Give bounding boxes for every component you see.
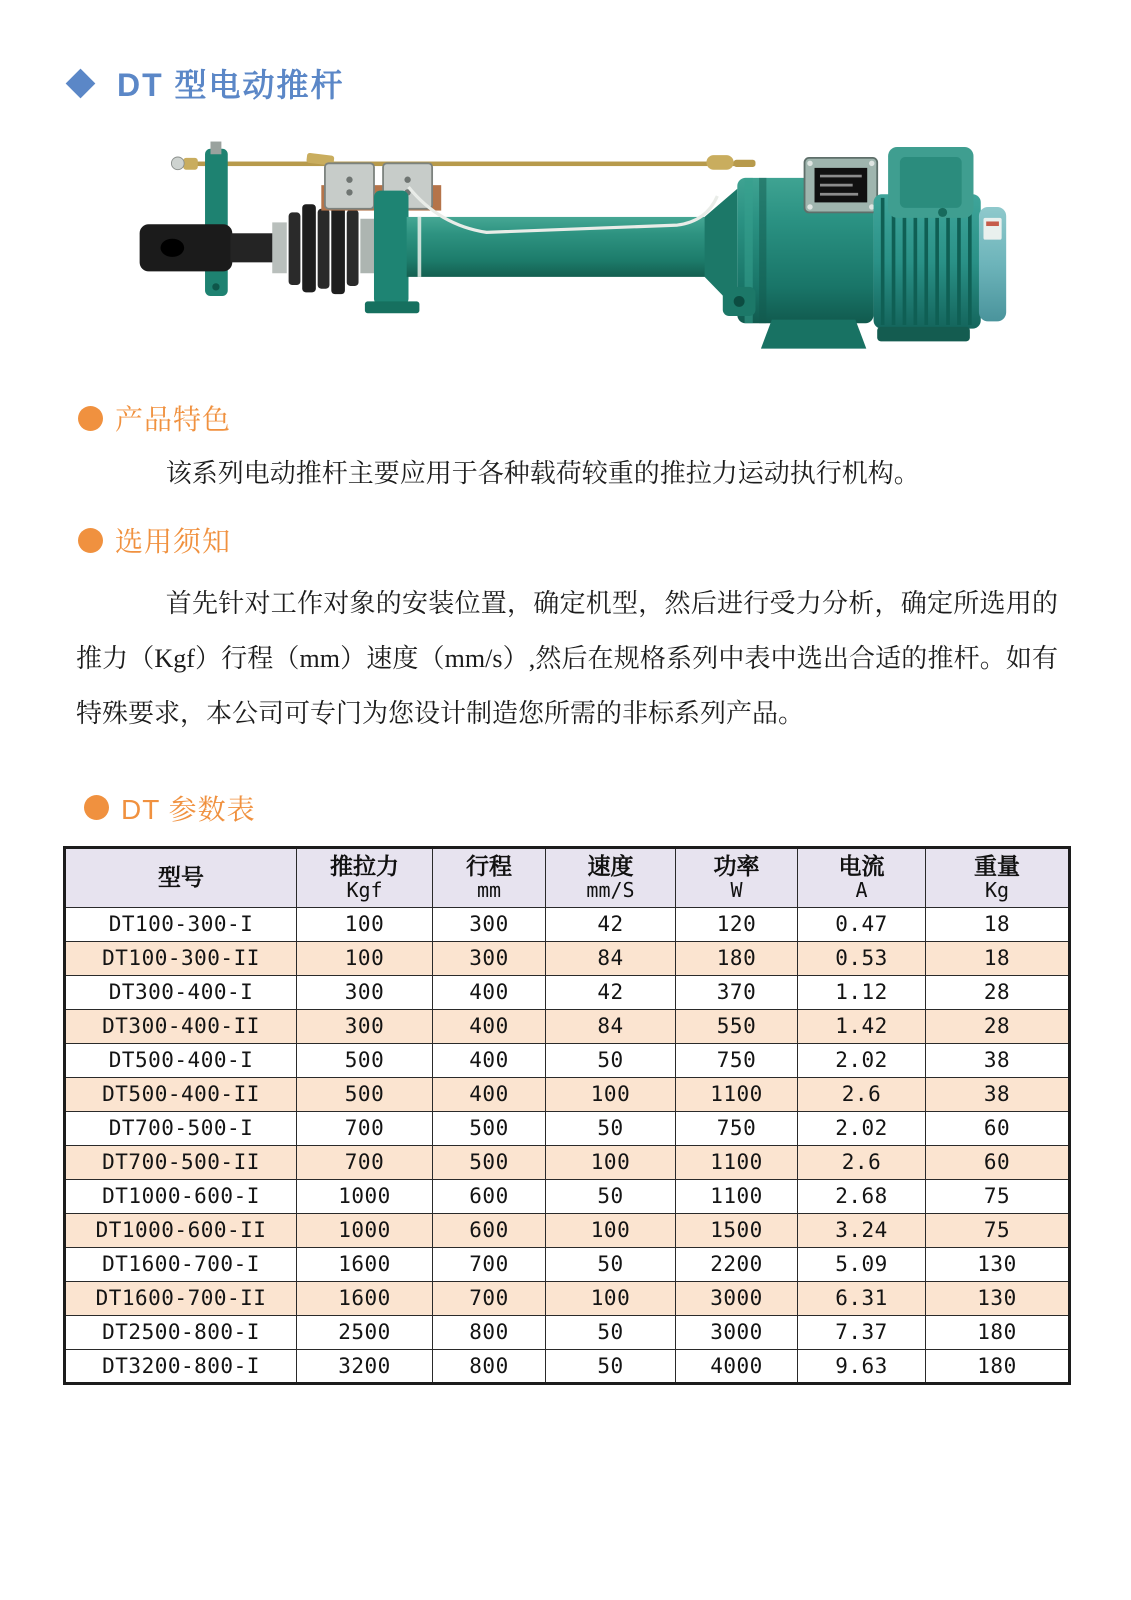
cell-stroke: 500 [433,1111,546,1145]
col-header-speed-label: 速度 [587,852,634,879]
cell-speed: 100 [546,1077,676,1111]
cell-weight: 18 [926,941,1070,975]
spec-table-body [65,907,1070,1383]
cell-model: DT700-500-I [65,1111,297,1145]
cell-power: 550 [676,1009,798,1043]
table-row [65,1315,1070,1349]
cell-weight: 38 [926,1043,1070,1077]
spec-table [63,846,1071,1385]
col-header-weight-label: 重量 [974,852,1020,879]
section-heading-features [78,398,1131,438]
table-row [65,1009,1070,1043]
cell-weight: 75 [926,1179,1070,1213]
cell-current: 7.37 [798,1315,926,1349]
nameplate [805,158,878,213]
diamond-bullet-icon [66,68,96,98]
cell-weight: 75 [926,1213,1070,1247]
cell-speed: 50 [546,1179,676,1213]
cell-speed: 50 [546,1247,676,1281]
table-row [65,907,1070,941]
cell-weight: 28 [926,975,1070,1009]
cell-force: 300 [297,1009,433,1043]
col-header-power-label: 功率 [713,852,760,879]
cell-power: 750 [676,1111,798,1145]
cell-weight: 60 [926,1145,1070,1179]
section-heading-params [84,788,1131,828]
table-row [65,1077,1070,1111]
table-row [65,1043,1070,1077]
cell-model: DT1000-600-I [65,1179,297,1213]
cell-weight: 180 [926,1315,1070,1349]
brass-rod [171,153,755,170]
cell-model: DT100-300-II [65,941,297,975]
motor [874,147,1007,341]
cell-force: 2500 [297,1315,433,1349]
table-row [65,1247,1070,1281]
col-header-speed [546,847,676,907]
col-header-current-label: 电流 [838,852,885,879]
cell-model: DT1600-700-II [65,1281,297,1315]
table-row [65,1145,1070,1179]
cell-model: DT500-400-I [65,1043,297,1077]
cell-stroke: 500 [433,1145,546,1179]
cell-speed: 50 [546,1111,676,1145]
cell-force: 100 [297,941,433,975]
cell-current: 0.47 [798,907,926,941]
table-row [65,975,1070,1009]
cell-stroke: 800 [433,1315,546,1349]
cell-weight: 180 [926,1349,1070,1383]
cell-stroke: 400 [433,1009,546,1043]
spec-table-header [65,847,1070,907]
cell-power: 3000 [676,1281,798,1315]
cell-speed: 100 [546,1213,676,1247]
section-heading-params-label: DT 参数表 [121,793,256,825]
cell-power: 1100 [676,1077,798,1111]
col-header-current [798,847,926,907]
section-heading-selection-label: 选用须知 [115,526,232,558]
cell-force: 700 [297,1145,433,1179]
cell-speed: 42 [546,975,676,1009]
col-header-model-label: 型号 [158,864,204,891]
cell-power: 1100 [676,1145,798,1179]
cell-power: 2200 [676,1247,798,1281]
cell-power: 750 [676,1043,798,1077]
section-heading-features-label: 产品特色 [115,404,232,435]
cell-current: 1.42 [798,1009,926,1043]
product-image [136,130,1008,362]
cell-model: DT300-400-I [65,975,297,1009]
cell-power: 120 [676,907,798,941]
cell-current: 5.09 [798,1247,926,1281]
col-header-weight [926,847,1070,907]
page-title: DT 型电动推杆 [117,67,345,103]
col-header-force-label: 推拉力 [330,852,399,879]
cell-weight: 130 [926,1281,1070,1315]
cell-stroke: 700 [433,1247,546,1281]
cell-force: 300 [297,975,433,1009]
cell-weight: 18 [926,907,1070,941]
cell-power: 1500 [676,1213,798,1247]
col-header-model [65,847,297,907]
cell-force: 500 [297,1077,433,1111]
cell-stroke: 600 [433,1179,546,1213]
cell-force: 1000 [297,1179,433,1213]
cell-model: DT700-500-II [65,1145,297,1179]
col-header-weight-unit: Kg [984,878,1010,903]
cell-model: DT3200-800-I [65,1349,297,1383]
cylinder-tube [407,187,718,277]
col-header-force-unit: Kgf [346,878,383,903]
cell-weight: 28 [926,1009,1070,1043]
circle-bullet-icon [78,406,103,431]
cell-speed: 100 [546,1281,676,1315]
circle-bullet-icon [78,528,103,553]
table-row [65,1213,1070,1247]
table-row [65,1349,1070,1383]
cell-current: 2.6 [798,1145,926,1179]
col-header-power [676,847,798,907]
cell-speed: 84 [546,941,676,975]
table-row [65,1111,1070,1145]
cell-weight: 130 [926,1247,1070,1281]
col-header-force [297,847,433,907]
col-header-speed-unit: mm/S [586,878,635,903]
cell-stroke: 400 [433,1077,546,1111]
cell-stroke: 400 [433,1043,546,1077]
cell-model: DT1600-700-I [65,1247,297,1281]
cell-power: 3000 [676,1315,798,1349]
cell-force: 100 [297,907,433,941]
table-row [65,1281,1070,1315]
cell-model: DT1000-600-II [65,1213,297,1247]
col-header-power-unit: W [730,878,743,903]
cell-power: 1100 [676,1179,798,1213]
selection-paragraph: 首先针对工作对象的安装位置，确定机型，然后进行受力分析，确定所选用的推力（Kgf）行程（mm）速度（mm/s）,然后在规格系列中表中选出合适的推杆。如有特殊要求，本公司可专门为您设计制造您所需的非标系列产品。 [76,589,1058,729]
cell-speed: 84 [546,1009,676,1043]
cell-speed: 50 [546,1315,676,1349]
cell-speed: 100 [546,1145,676,1179]
header-row [65,847,1070,907]
spec-table-wrap [63,846,1131,1385]
cell-current: 2.02 [798,1111,926,1145]
cell-stroke: 400 [433,975,546,1009]
cell-current: 3.24 [798,1213,926,1247]
page-title-row [66,60,1131,106]
cell-speed: 50 [546,1043,676,1077]
cell-current: 6.31 [798,1281,926,1315]
table-row [65,941,1070,975]
cell-stroke: 600 [433,1213,546,1247]
features-paragraph: 该系列电动推杆主要应用于各种载荷较重的推拉力运动执行机构。 [165,459,920,488]
cell-force: 500 [297,1043,433,1077]
cell-force: 3200 [297,1349,433,1383]
cell-current: 9.63 [798,1349,926,1383]
circle-bullet-icon [84,795,109,820]
cell-stroke: 700 [433,1281,546,1315]
section-heading-selection [78,520,1131,560]
cell-current: 1.12 [798,975,926,1009]
col-header-stroke [433,847,546,907]
cell-current: 2.6 [798,1077,926,1111]
shaft-end [140,222,287,273]
cell-weight: 60 [926,1111,1070,1145]
col-header-stroke-label: 行程 [466,852,512,879]
front-bracket [205,142,228,296]
rubber-bellows [289,202,375,294]
cell-model: DT2500-800-I [65,1315,297,1349]
table-row [65,1179,1070,1213]
col-header-stroke-unit: mm [476,878,502,903]
cell-model: DT300-400-II [65,1009,297,1043]
cell-model: DT500-400-II [65,1077,297,1111]
cell-current: 0.53 [798,941,926,975]
cell-stroke: 300 [433,941,546,975]
cell-force: 1600 [297,1281,433,1315]
product-figure [136,130,1008,362]
cell-stroke: 300 [433,907,546,941]
cell-model: DT100-300-I [65,907,297,941]
cell-power: 370 [676,975,798,1009]
cell-weight: 38 [926,1077,1070,1111]
cell-speed: 50 [546,1349,676,1383]
cell-force: 700 [297,1111,433,1145]
cell-force: 1000 [297,1213,433,1247]
cell-speed: 42 [546,907,676,941]
col-header-current-unit: A [855,878,868,903]
cell-power: 180 [676,941,798,975]
cell-force: 1600 [297,1247,433,1281]
cell-stroke: 800 [433,1349,546,1383]
cell-current: 2.02 [798,1043,926,1077]
cell-power: 4000 [676,1349,798,1383]
cell-current: 2.68 [798,1179,926,1213]
